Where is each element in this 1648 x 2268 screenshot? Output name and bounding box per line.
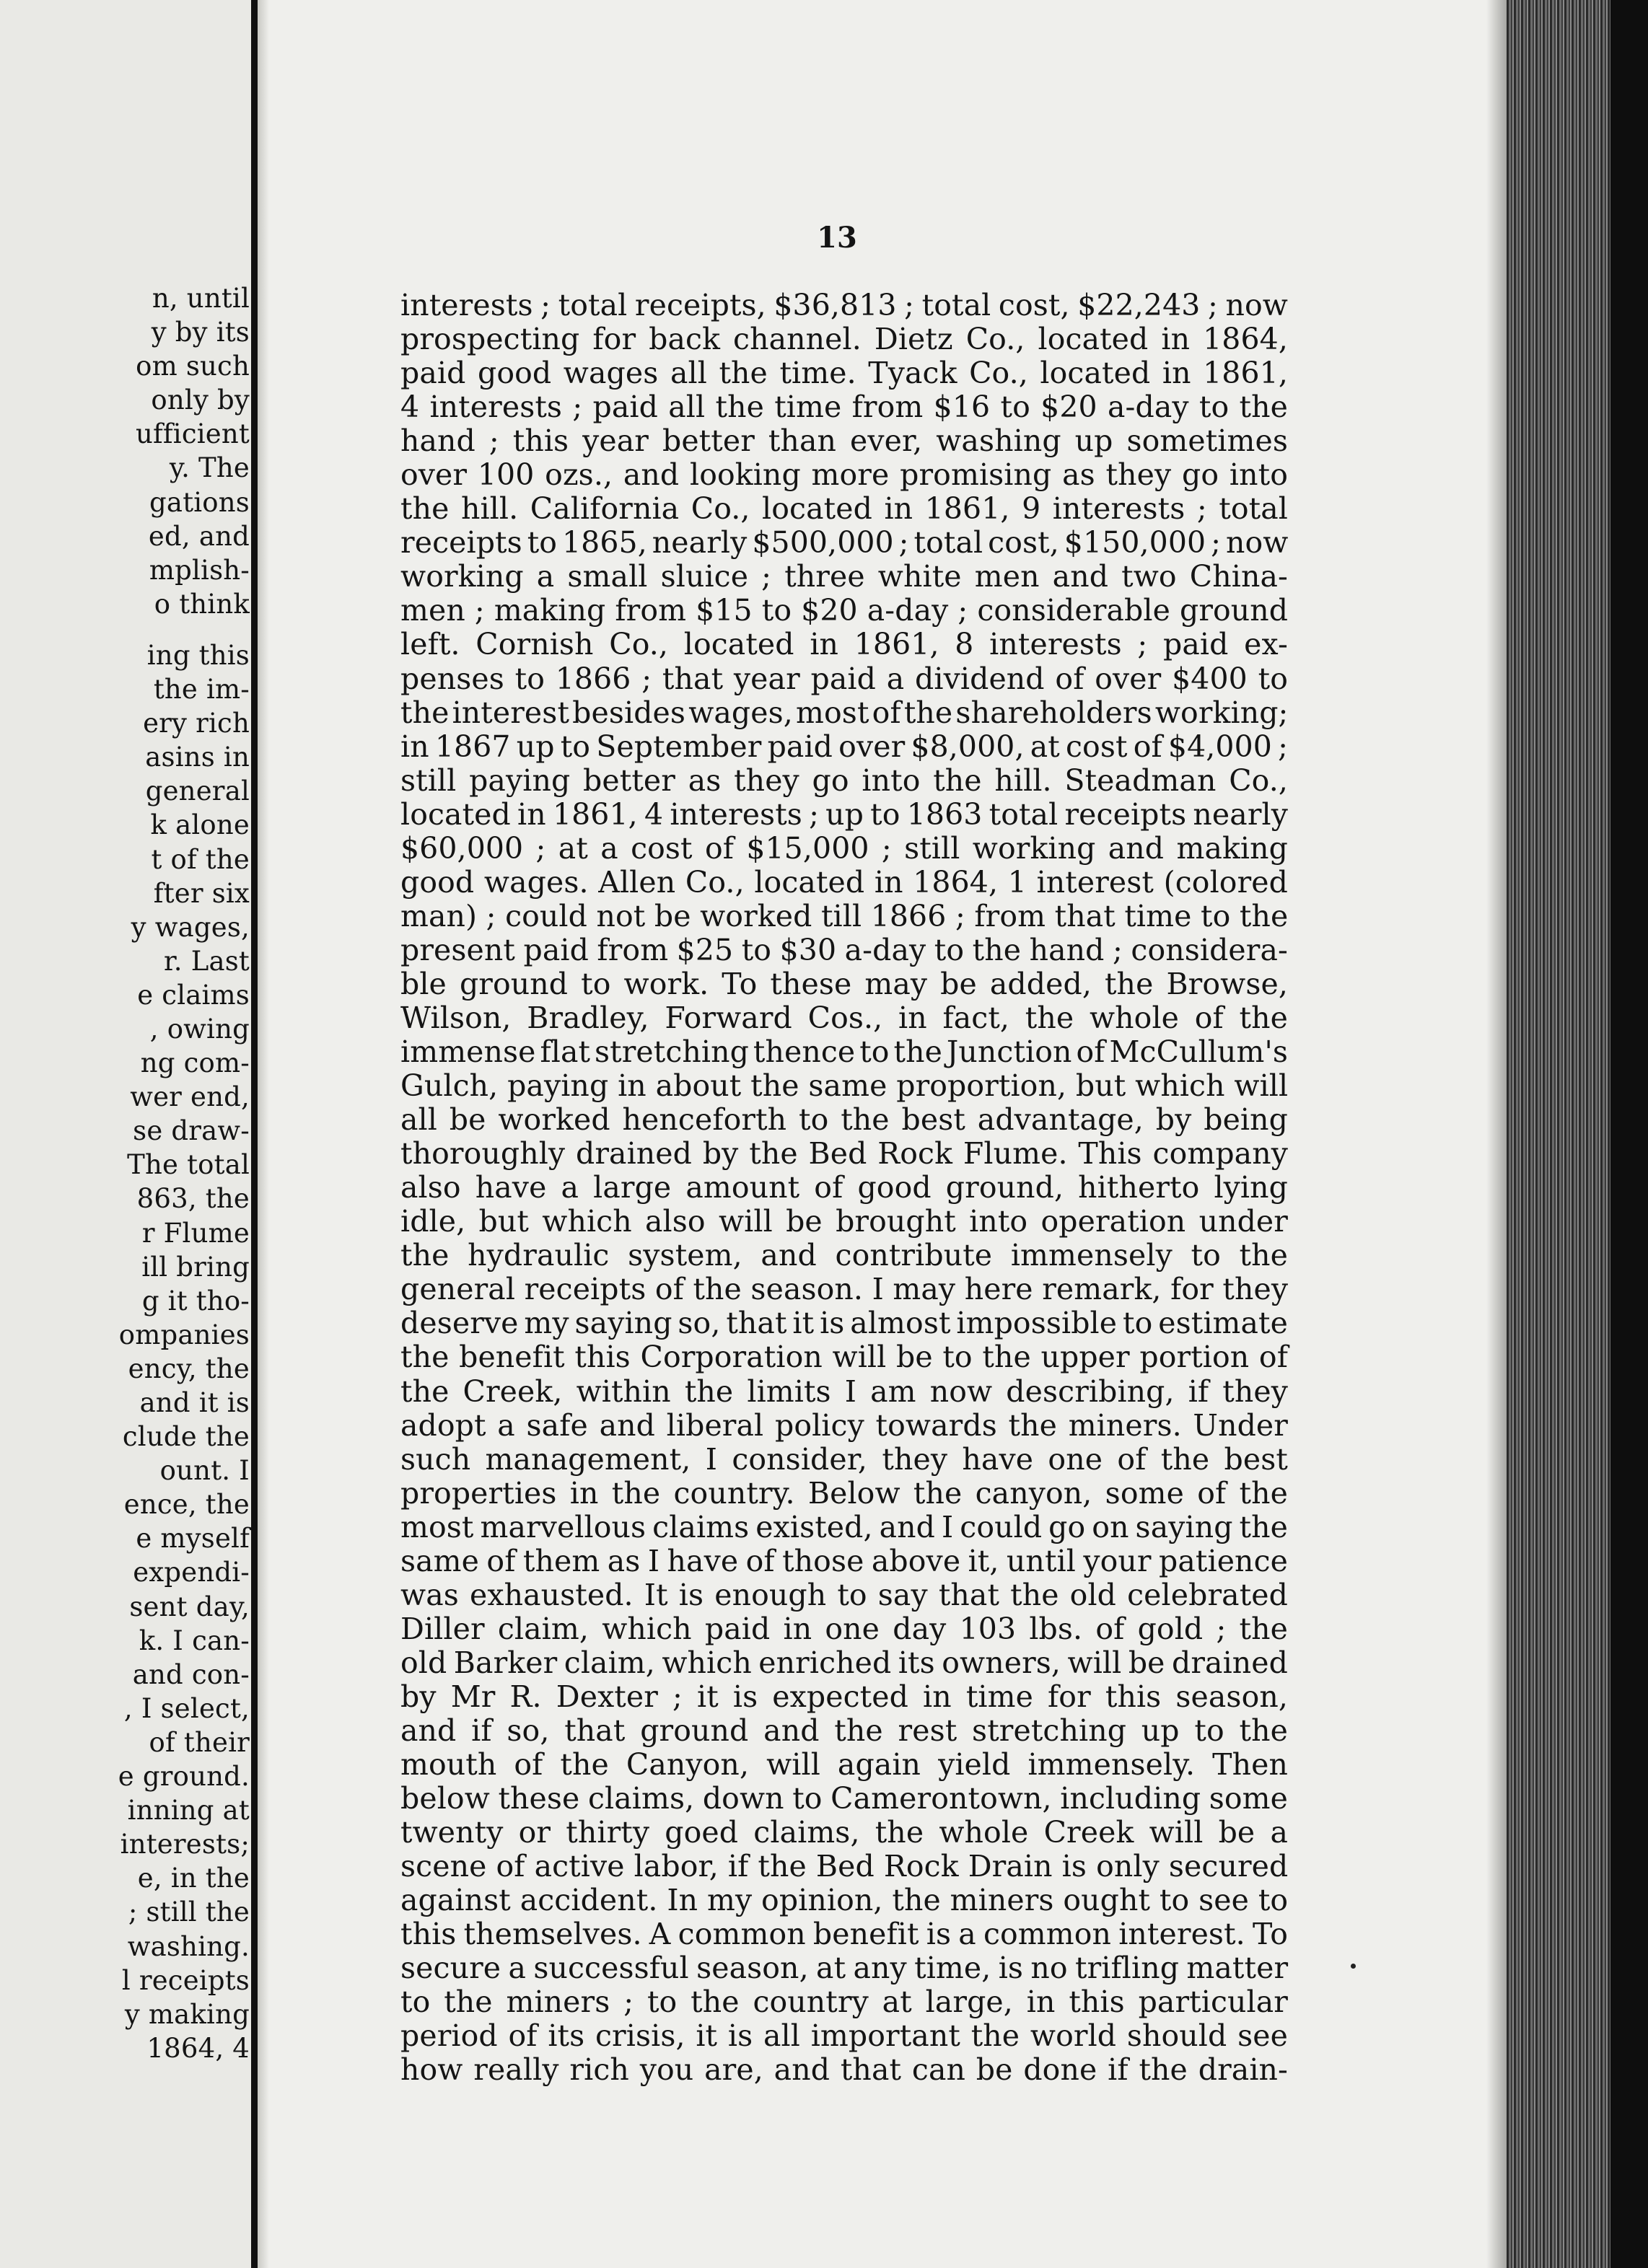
- body-text-line: the hill. California Co., located in 1861, 9 interests ; total: [400, 491, 1288, 527]
- left-page-line: e claims: [137, 979, 250, 1011]
- page-gutter-rule: [251, 0, 258, 2268]
- body-text-line: men ; making from $15 to $20 a-day ; considerable ground: [400, 593, 1289, 628]
- body-text-line: hand ; this year better than ever, washing up sometimes: [400, 423, 1288, 459]
- body-text-line: present paid from $25 to $30 a-day to the hand ; considera-: [400, 932, 1288, 967]
- left-page-line: fter six: [153, 877, 250, 909]
- body-text-column: [400, 289, 1288, 2087]
- body-text-line: period of its crisis, it is all important the world should see: [400, 2018, 1288, 2054]
- left-page-line: g it tho-: [141, 1285, 250, 1317]
- left-page-line: expendi-: [133, 1557, 250, 1588]
- left-page-line: , I select,: [123, 1692, 250, 1724]
- left-page-line: clude the: [122, 1421, 250, 1453]
- left-page-line: general: [145, 775, 250, 807]
- body-text-line: old Barker claim, which enriched its owners, will be drained: [400, 1645, 1289, 1680]
- left-page-line: t of the: [151, 843, 250, 875]
- left-page-line: washing.: [127, 1930, 250, 1962]
- left-page-line: of their: [149, 1726, 250, 1758]
- body-text-line: 4 interests ; paid all the time from $16 to $20 a-day to the: [400, 390, 1288, 425]
- left-page-line: , owing: [149, 1013, 250, 1045]
- body-text-line: ble ground to work. To these may be added, the Browse,: [400, 966, 1288, 1001]
- left-page-line: e ground.: [118, 1761, 250, 1793]
- body-text-line: penses to 1866 ; that year paid a dividend of over $400 to: [400, 661, 1288, 696]
- body-text-line: all be worked henceforth to the best advantage, by being: [400, 1102, 1288, 1138]
- body-text-line: how really rich you are, and that can be done if the drain-: [400, 2052, 1288, 2088]
- left-page-line: om such: [136, 351, 250, 382]
- left-page-line: ng com-: [140, 1047, 250, 1079]
- left-page-line: 1864, 4: [146, 2032, 250, 2064]
- body-text-line: the interest besides wages, most of the shareholders working;: [400, 695, 1289, 730]
- left-page-line: r. Last: [163, 945, 250, 977]
- left-page-line: ount. I: [159, 1455, 250, 1487]
- left-page-line: ence, the: [123, 1489, 250, 1521]
- body-text-line: most marvellous claims existed, and I could go on saying the: [400, 1509, 1288, 1544]
- gutter-shadow: [258, 0, 269, 2268]
- body-text-line: paid good wages all the time. Tyack Co., located in 1861,: [400, 356, 1288, 391]
- left-page-line: r Flume: [141, 1217, 250, 1249]
- body-text-line: man) ; could not be worked till 1866 ; from that time to the: [400, 898, 1289, 933]
- left-page-line: ing this: [146, 639, 250, 671]
- body-text-line: Wilson, Bradley, Forward Cos., in fact, the whole of the: [400, 1000, 1288, 1035]
- body-text-line: and if so, that ground and the rest stretching up to the: [400, 1713, 1288, 1748]
- left-page-line: ed, and: [148, 520, 250, 552]
- left-page-line: e, in the: [137, 1863, 250, 1894]
- body-text-line: over 100 ozs., and looking more promising as they go into: [400, 457, 1288, 493]
- body-text-line: working a small sluice ; three white men and two China-: [400, 559, 1288, 594]
- left-page-line: l receipts: [121, 1964, 250, 1996]
- body-text-line: idle, but which also will be brought into operation under: [400, 1204, 1288, 1239]
- body-text-line: located in 1861, 4 interests ; up to 1863 total receipts nearly: [400, 796, 1288, 832]
- body-text-line: Gulch, paying in about the same proportion, but which will: [400, 1068, 1289, 1104]
- left-page-line: y by its: [151, 317, 250, 348]
- scan-border: [1610, 0, 1648, 2268]
- body-text-line: general receipts of the season. I may here remark, for they: [400, 1272, 1289, 1307]
- body-text-line: secure a successful season, at any time, is no trifling matter: [400, 1951, 1289, 1986]
- left-page-line: k alone: [150, 809, 250, 841]
- body-text-line: interests ; total receipts, $36,813 ; total cost, $22,243 ; now: [400, 288, 1288, 322]
- left-page-line: sent day,: [129, 1591, 250, 1622]
- body-text-line: below these claims, down to Camerontown, including some: [400, 1781, 1288, 1816]
- left-page-line: k. I can-: [139, 1625, 250, 1656]
- left-page-line: The total: [127, 1149, 250, 1181]
- body-text-line: the hydraulic system, and contribute immensely to the: [400, 1238, 1288, 1273]
- body-text-line: Diller claim, which paid in one day 103 lbs. of gold ; the: [400, 1611, 1288, 1646]
- body-text-line: against accident. In my opinion, the miners ought to see to: [400, 1883, 1289, 1918]
- page-number: 13: [817, 221, 857, 255]
- left-page-line: the im-: [153, 674, 250, 706]
- left-page-gap: [0, 621, 250, 638]
- left-page-text-fragments: [0, 281, 250, 2065]
- body-text-line: prospecting for back channel. Dietz Co., located in 1864,: [400, 322, 1288, 357]
- body-text-line: this themselves. A common benefit is a common interest. To: [400, 1917, 1288, 1952]
- left-page-line: n, until: [152, 283, 250, 314]
- body-text-line: in 1867 up to September paid over $8,000, at cost of $4,000 ;: [400, 729, 1288, 764]
- left-page-line: and it is: [139, 1387, 250, 1418]
- left-page-line: se draw-: [133, 1115, 250, 1147]
- body-text-line: the benefit this Corporation will be to the upper portion of: [400, 1340, 1288, 1375]
- left-page-line: only by: [151, 384, 250, 416]
- left-page-line: ill bring: [141, 1251, 250, 1283]
- body-text-line: adopt a safe and liberal policy towards the miners. Under: [400, 1407, 1288, 1443]
- body-text-line: the Creek, within the limits I am now describing, if they: [400, 1373, 1288, 1409]
- body-text-line: still paying better as they go into the hill. Steadman Co.,: [400, 762, 1288, 798]
- left-page-line: o think: [154, 588, 250, 620]
- body-text-line: properties in the country. Below the canyon, some of the: [400, 1475, 1288, 1511]
- left-page-line: 863, the: [136, 1183, 250, 1215]
- body-text-line: to the miners ; to the country at large, in this particular: [400, 1984, 1288, 2020]
- body-text-line: left. Cornish Co., located in 1861, 8 interests ; paid ex-: [400, 627, 1288, 662]
- left-page-line: e myself: [136, 1523, 250, 1555]
- body-text-line: receipts to 1865, nearly $500,000 ; total cost, $150,000 ; now: [400, 525, 1289, 561]
- body-text-line: thoroughly drained by the Bed Rock Flume. This company: [400, 1136, 1288, 1172]
- left-page-line: ency, the: [128, 1353, 250, 1384]
- left-page-line: ; still the: [128, 1896, 250, 1928]
- left-page-line: y. The: [169, 452, 250, 484]
- left-page-line: inning at: [127, 1795, 250, 1827]
- left-page-line: asins in: [145, 742, 250, 773]
- left-page-line: y wages,: [131, 911, 250, 943]
- body-text-line: mouth of the Canyon, will again yield immensely. Then: [400, 1747, 1288, 1783]
- left-page-line: and con-: [132, 1658, 250, 1690]
- left-page-line: ompanies: [118, 1319, 250, 1350]
- left-page-line: ufficient: [135, 418, 250, 450]
- body-text-line: by Mr R. Dexter ; it is expected in time for this season,: [400, 1679, 1288, 1714]
- body-text-line: was exhausted. It is enough to say that the old celebrated: [400, 1577, 1288, 1612]
- ink-speck: [1351, 1964, 1356, 1969]
- left-page-line: mplish-: [149, 554, 250, 586]
- body-text-line: such management, I consider, they have one of the best: [400, 1441, 1288, 1477]
- left-facing-page: [0, 0, 251, 2268]
- body-text-line: twenty or thirty goed claims, the whole Creek will be a: [400, 1815, 1288, 1850]
- left-page-line: y making: [124, 1998, 250, 2030]
- left-page-line: ery rich: [143, 708, 250, 739]
- body-text-line: also have a large amount of good ground, hitherto lying: [400, 1170, 1288, 1205]
- body-text-line: scene of active labor, if the Bed Rock Drain is only secured: [400, 1849, 1289, 1884]
- body-text-line: good wages. Allen Co., located in 1864, 1 interest (colored: [400, 864, 1288, 900]
- body-text-line: $60,000 ; at a cost of $15,000 ; still working and making: [400, 830, 1288, 866]
- body-text-line: deserve my saying so, that it is almost impossible to estimate: [400, 1306, 1288, 1341]
- left-page-line: wer end,: [130, 1081, 250, 1113]
- body-text-line: same of them as I have of those above it, until your patience: [400, 1543, 1288, 1578]
- left-page-line: interests;: [120, 1829, 250, 1860]
- left-page-line: gations: [149, 486, 250, 518]
- body-text-line: immense flat stretching thence to the Junction of McCullum's: [400, 1034, 1288, 1070]
